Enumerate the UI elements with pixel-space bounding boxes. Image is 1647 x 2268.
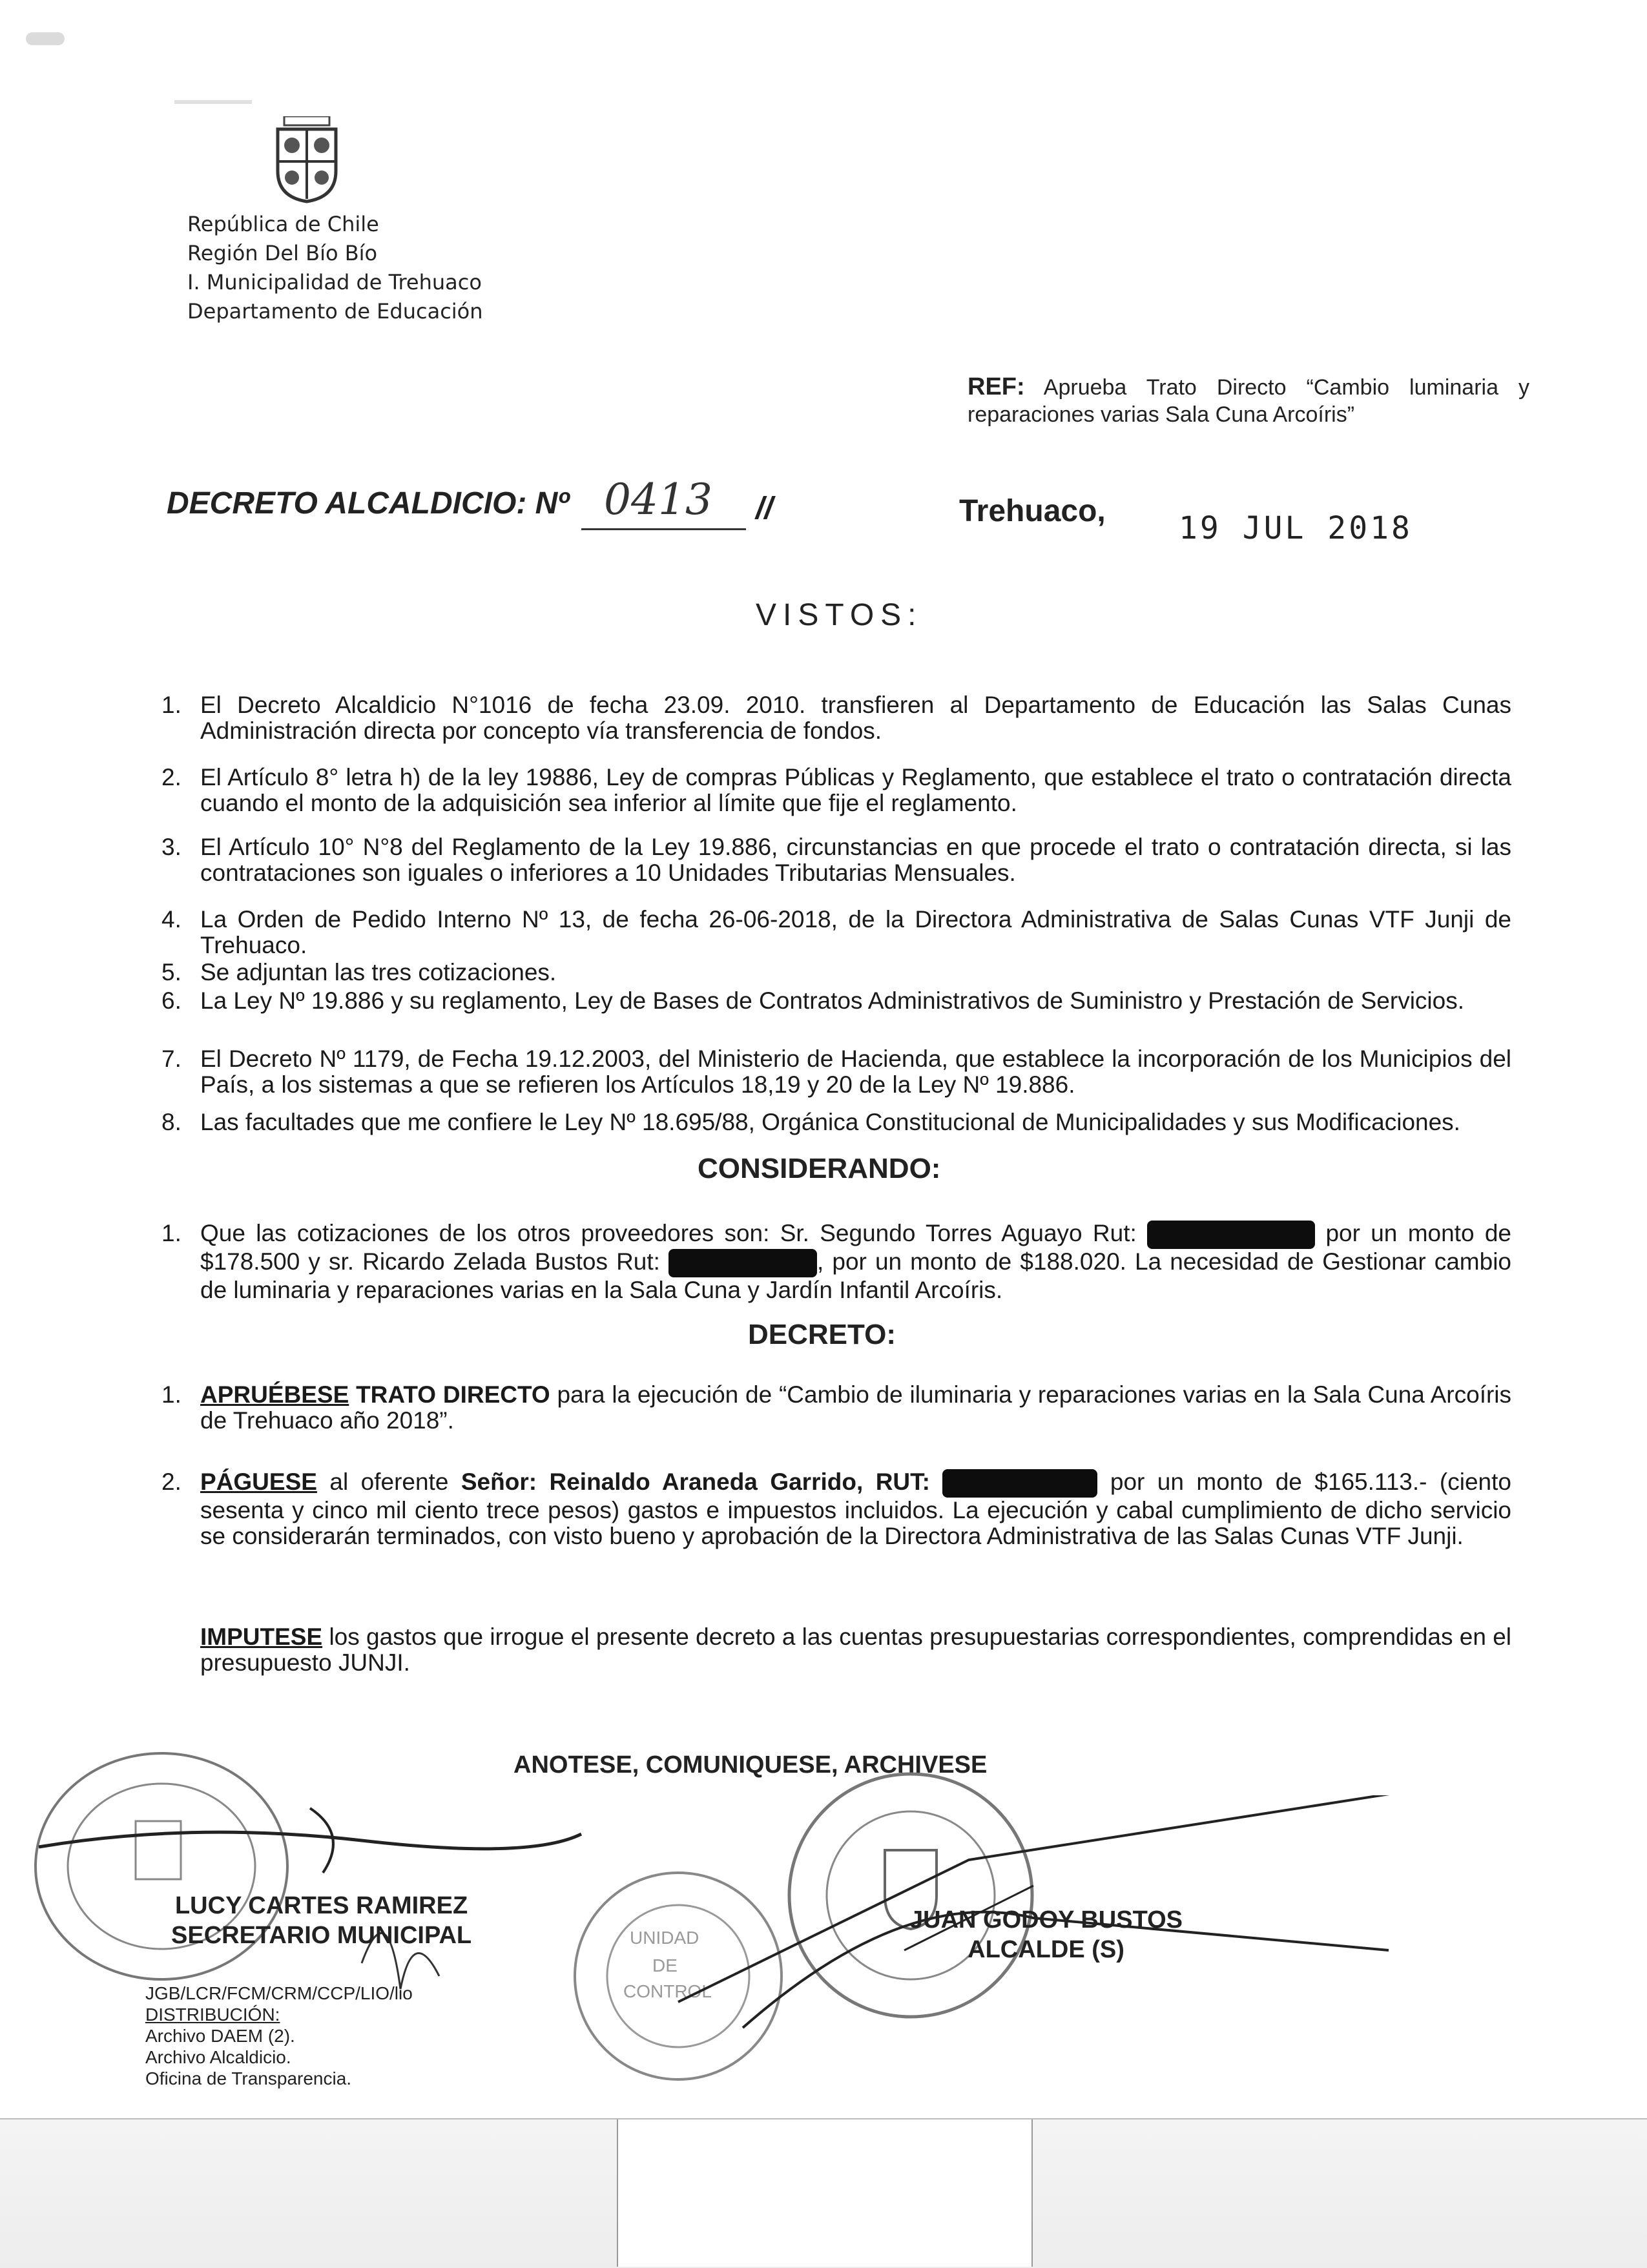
vistos-title: VISTOS: (756, 598, 923, 632)
decreto-item-text (200, 1382, 1511, 1434)
decree-label: DECRETO ALCALDICIO: Nº (167, 486, 569, 521)
decreto-item-body: por un monto de $165.113.- (ciento sesenta y cinco mil ciento trece pesos) gastos e impuestos incluidos. La ejecución y cabal cumplimiento de dicho servicio se considerarán terminados, con visto bueno y aprobación de la Directora Administrativa de las Salas Cunas VTF Junji. (200, 1469, 1511, 1550)
item-number: 2. (161, 764, 181, 790)
distribution-item: Oficina de Transparencia. (145, 2068, 352, 2088)
item-number: 8. (161, 1109, 181, 1135)
reference-block (968, 373, 1529, 428)
item-text: Se adjuntan las tres cotizaciones. (200, 959, 557, 985)
scan-edge (617, 2119, 1033, 2267)
vistos-item (161, 692, 1511, 765)
vistos-item (161, 907, 1511, 960)
imputese-text: los gastos que irrogue el presente decreto a las cuentas presupuestarias correspondientes, comprendidas en el presupuesto JUNJI. (200, 1624, 1512, 1676)
vistos-item (161, 765, 1511, 834)
considerando-part: Que las cotizaciones de los otros proveedores son: Sr. Segundo Torres Aguayo Rut: (200, 1220, 1137, 1246)
imputese-block (200, 1624, 1511, 1676)
redaction-bar (942, 1469, 1097, 1498)
item-text: La Orden de Pedido Interno Nº 13, de fecha 26-06-2018, de la Directora Administrativa de Salas Cunas VTF Junji de Trehuaco. (200, 906, 1511, 958)
vistos-item (161, 960, 1511, 988)
considerando-text (200, 1221, 1511, 1303)
considerando-title: CONSIDERANDO: (698, 1153, 941, 1184)
redaction-bar (1147, 1221, 1315, 1249)
vistos-item (161, 1046, 1511, 1109)
considerando-item (161, 1221, 1511, 1303)
scan-speck (174, 100, 252, 104)
item-number: 4. (161, 906, 181, 933)
header-line: Región Del Bío Bío (187, 241, 378, 265)
item-number: 1. (161, 1220, 181, 1246)
signatory-left (171, 1891, 471, 1950)
imputese-label: IMPUTESE (200, 1624, 323, 1650)
apruebese-label: APRUÉBESE (200, 1381, 349, 1408)
stamp-text: CONTROL (623, 1981, 712, 2001)
signatory-name: LUCY CARTES RAMIREZ (174, 1892, 468, 1919)
redaction-bar (668, 1249, 817, 1277)
date-stamp: 19 JUL 2018 (1179, 510, 1413, 546)
item-text: La Ley Nº 19.886 y su reglamento, Ley de Bases de Contratos Administrativos de Suministro y Prestación de Servicios. (200, 987, 1465, 1014)
signatory-title: SECRETARIO MUNICIPAL (171, 1922, 472, 1949)
distribution-label: DISTRIBUCIÓN: (145, 2005, 280, 2025)
vistos-list (161, 692, 1511, 1165)
signatory-title: ALCALDE (S) (968, 1936, 1124, 1963)
initials: JGB/LCR/FCM/CRM/CCP/LIO/lio (145, 1983, 413, 2003)
item-number: 2. (161, 1469, 181, 1495)
ref-label: REF: (968, 373, 1025, 400)
decree-city: Trehuaco, (959, 494, 1106, 528)
header-block (187, 210, 483, 326)
header-line: República de Chile (187, 212, 379, 236)
ref-text: Aprueba Trato Directo “Cambio luminaria y reparaciones varias Sala Cuna Arcoíris” (968, 375, 1529, 427)
paguese-label: PÁGUESE (200, 1469, 317, 1495)
decreto-item-body: para la ejecución de “Cambio de iluminaria y reparaciones varias en la Sala Cuna Arcoíris de Trehuaco año 2018”. (200, 1381, 1512, 1434)
distribution-item: Archivo Alcaldicio. (145, 2047, 291, 2067)
header-line: Departamento de Educación (187, 299, 483, 324)
distribution-block (145, 1983, 413, 2089)
item-text: El Artículo 10° N°8 del Reglamento de la Ley 19.886, circunstancias en que procede el trato o contratación directa, si las contrataciones son iguales o inferiores a 10 Unidades Tributarias Mensuales. (200, 834, 1511, 886)
vistos-item (161, 988, 1511, 1046)
decree-number-handwritten: 0413 (604, 475, 712, 524)
closing-formula: ANOTESE, COMUNIQUESE, ARCHIVESE (513, 1751, 988, 1778)
item-text: El Decreto Alcaldicio N°1016 de fecha 23.09. 2010. transfieren al Departamento de Educación las Salas Cunas Administración directa por concepto vía transferencia de fondos. (200, 692, 1511, 744)
considerando-part: por un monto de $178.500 y sr. Ricardo Zelada Bustos Rut: (200, 1220, 1512, 1275)
item-number: 1. (161, 1381, 181, 1408)
decreto-item-text (200, 1469, 1511, 1549)
decreto-item (161, 1382, 1511, 1434)
item-number: 7. (161, 1046, 181, 1072)
item-number: 3. (161, 834, 181, 860)
decree-number-underline (581, 528, 746, 530)
distribution-item: Archivo DAEM (2). (145, 2026, 295, 2046)
header-line: I. Municipalidad de Trehuaco (187, 270, 482, 294)
coat-of-arms-logo (271, 116, 342, 207)
decreto-item (161, 1469, 1511, 1549)
vistos-item (161, 834, 1511, 907)
item-text: Las facultades que me confiere le Ley Nº 18.695/88, Orgánica Constitucional de Municipalidades y sus Modificaciones. (200, 1109, 1460, 1135)
stamp-text: DE (652, 1955, 678, 1975)
decreto-item-body: al oferente (329, 1469, 449, 1495)
oferente-name: Señor: Reinaldo Araneda Garrido, RUT: (461, 1469, 930, 1495)
signatory-name: JUAN GODOY BUSTOS (909, 1906, 1183, 1933)
item-number: 6. (161, 987, 181, 1014)
decree-suffix: // (756, 491, 773, 526)
scan-speck (26, 32, 65, 45)
signatory-right (909, 1905, 1183, 1964)
trato-directo-label: TRATO DIRECTO (356, 1381, 550, 1408)
stamp-text: UNIDAD (630, 1928, 699, 1948)
item-number: 1. (161, 692, 181, 718)
decreto-title: DECRETO: (748, 1319, 896, 1350)
item-number: 5. (161, 959, 181, 985)
item-text: El Artículo 8° letra h) de la ley 19886, Ley de compras Públicas y Reglamento, que establece el trato o contratación directa cuando el monto de la adquisición sea inferior al límite que fije el reglamento. (200, 764, 1511, 816)
item-text: El Decreto Nº 1179, de Fecha 19.12.2003, del Ministerio de Hacienda, que establece la incorporación de los Municipios del País, a los sistemas a que se refieren los Artículos 18,19 y 20 de la Ley Nº 19.886. (200, 1046, 1511, 1098)
considerando-part: , por un monto de $188.020. La necesidad de Gestionar cambio de luminaria y reparaciones varias en la Sala Cuna y Jardín Infantil Arcoíris. (200, 1248, 1511, 1304)
